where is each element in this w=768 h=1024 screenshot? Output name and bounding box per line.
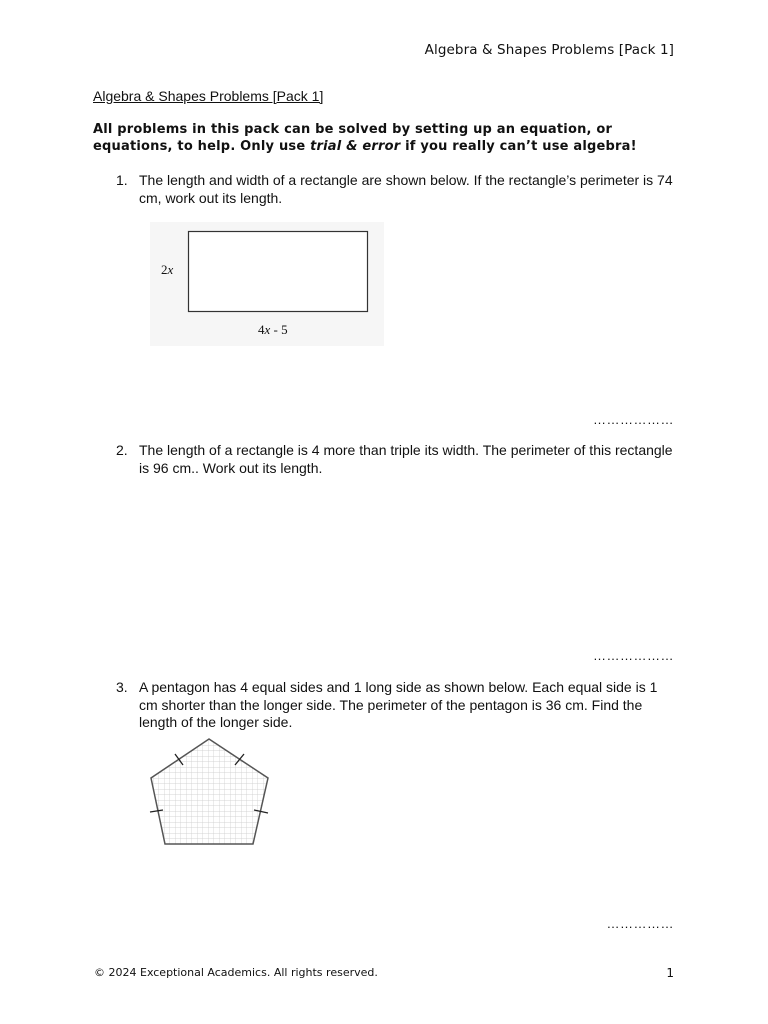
instructions-emphasis: trial & error [310, 139, 401, 154]
question-3 [116, 679, 676, 732]
document-title: Algebra & Shapes Problems [Pack 1] [93, 88, 324, 104]
question-text: The length and width of a rectangle are shown below. If the rectangle’s perimeter is 74 cm, work out its length. [139, 172, 673, 206]
question-2 [116, 442, 676, 477]
instructions [93, 121, 693, 155]
rectangle-figure [150, 222, 384, 346]
pentagon-diagram [142, 734, 276, 852]
question-number: 2. [116, 442, 128, 458]
copyright-footer: © 2024 Exceptional Academics. All rights reserved. [94, 966, 378, 979]
pentagon-figure [142, 734, 276, 852]
question-number: 1. [116, 172, 128, 188]
question-text: A pentagon has 4 equal sides and 1 long side as shown below. Each equal side is 1 cm shorter than the longer side. The perimeter of the pentagon is 36 cm. Find the length of the longer side. [139, 679, 658, 730]
answer-line-3[interactable]: …………… [606, 916, 674, 931]
instructions-text-end: if you really can’t use algebra! [400, 139, 637, 154]
rectangle-width-label: 2x [161, 262, 174, 277]
rectangle-shape [189, 232, 368, 312]
answer-line-1[interactable]: ……………… [593, 412, 674, 427]
rectangle-length-label: 4x - 5 [258, 322, 288, 337]
instructions-text-start: All problems in this pack can be solved by setting up an equation, or equations, to help. Only use [93, 122, 613, 154]
question-1 [116, 172, 676, 207]
answer-line-2[interactable]: ……………… [593, 648, 674, 663]
page-number: 1 [666, 966, 674, 980]
running-header: Algebra & Shapes Problems [Pack 1] [424, 42, 674, 58]
question-number: 3. [116, 679, 128, 695]
question-text: The length of a rectangle is 4 more than triple its width. The perimeter of this rectangle is 96 cm.. Work out its length. [139, 442, 673, 476]
